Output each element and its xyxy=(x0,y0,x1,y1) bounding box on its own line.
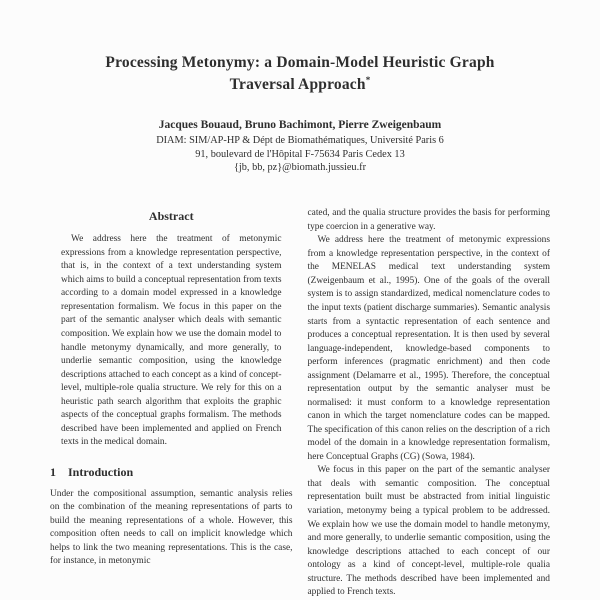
paper-title-line1-text: Processing Metonymy: a Domain-Model Heuristic Graph xyxy=(105,54,495,71)
right-column xyxy=(308,207,551,599)
paper-title-line1 xyxy=(50,52,550,74)
email-line: {jb, bb, pz}@biomath.jussieu.fr xyxy=(233,162,367,174)
two-column-body xyxy=(50,207,550,599)
authors-block xyxy=(50,118,550,175)
introduction-paragraph: Under the compositional assumption, semantic analysis relies on the combination of the meaning representations of parts to build the meaning representations of a whole. However, this composition often needs to call on implicit knowledge which helps to link the two meaning representations. This is the case, for instance, in metonymic xyxy=(50,488,293,567)
abstract-heading: Abstract xyxy=(148,209,194,224)
right-column-paragraph-3: We focus in this paper on the part of the semantic analyser that deals with semantic composition. The conceptual representation built must be abstracted from initial linguistic variation, metonymy being a typical problem to be addressed. We explain how we use the domain model to handle metonymy, and more generally, to underlie semantic composition, using the knowledge descriptions attached to each concept of our ontology as a kind of concept-level, multiple-role qualia structure. The methods described have been implemented and applied to French texts. xyxy=(307,465,550,598)
section-title: Introduction xyxy=(68,464,134,479)
abstract-body: We address here the treatment of metonymic expressions from a knowledge representation perspective, that is, in the context of a text understanding system which aims to build a conceptual representation from texts according to a domain model expressed in a knowledge representation formalism. We focus in this paper on the part of the semantic analyser which deals with semantic composition. We explain how we use the domain model to handle metonymy dynamically, and more generally, to underlie semantic composition, using the knowledge descriptions attached to each concept as a kind of concept-level, multiple-role qualia structure. We rely for this on a heuristic path search algorithm that exploits the graphic aspects of the conceptual graphs formalism. The methods described have been implemented and applied on French texts in the medical domain. xyxy=(61,234,282,448)
section-heading-introduction xyxy=(50,465,293,480)
address-line: 91, boulevard de l'Hôpital F-75634 Paris Cedex 13 xyxy=(195,148,405,160)
paper-title-line2 xyxy=(50,74,550,97)
title-block xyxy=(50,52,550,97)
title-footnote-marker: * xyxy=(365,75,371,86)
right-column-paragraph-continuation: cated, and the qualia structure provides the basis for performing type coercion in a generative way. xyxy=(307,208,550,232)
left-column xyxy=(50,207,293,599)
section-number: 1 xyxy=(50,464,56,479)
right-column-paragraph-2: We address here the treatment of metonymic expressions from a knowledge representation perspective, in the context of the MENELAS medical text understanding system (Zweigenbaum et al., 1995). One of the goals of the overall system is to assign standardized, medical nomenclature codes to the input texts (patient discharge summaries). Semantic analysis starts from a syntactic representation of each sentence and produces a conceptual representation. It is then used by several language-independent, knowledge-based components to perform inferences (pragmatic enrichment) and then code assignment (Delamarre et al., 1995). Therefore, the conceptual representation output by the semantic analyser must be normalised: it must conform to a knowledge representation canon in which the target nomenclature codes can be mapped. The specification of this canon relies on the description of a rich model of the domain in a knowledge representation formalism, here Conceptual Graphs (CG) (Sowa, 1984). xyxy=(307,235,550,462)
paper-title-line2-text: Traversal Approach xyxy=(229,76,366,94)
affiliation-line: DIAM: SIM/AP-HP & Dépt de Biomathématiques, Université Paris 6 xyxy=(156,134,444,146)
author-names: Jacques Bouaud, Bruno Bachimont, Pierre Zweigenbaum xyxy=(158,119,442,132)
